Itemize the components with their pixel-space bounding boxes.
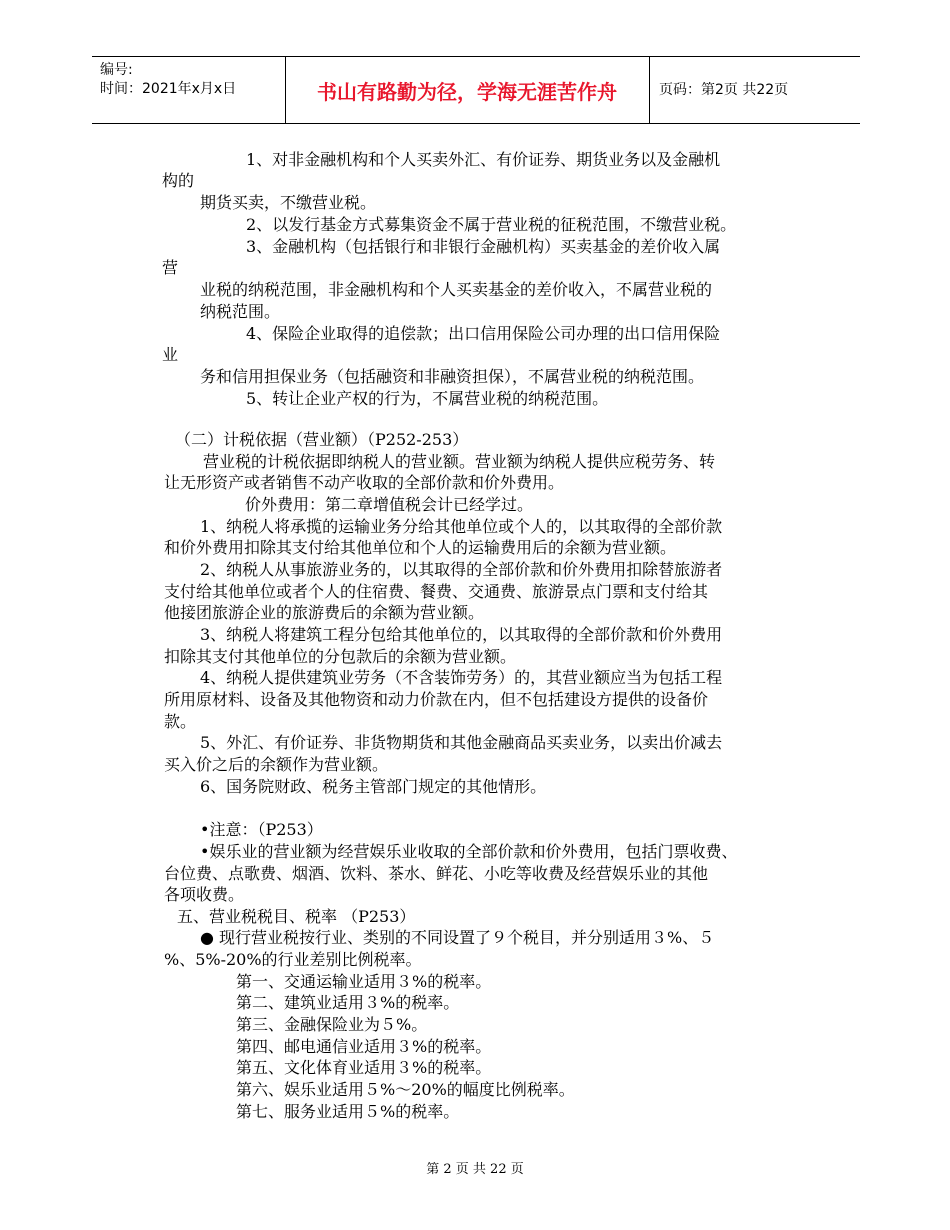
header-time-label: 时间：2021年x月x日	[100, 81, 237, 97]
body-line: 2、纳税人从事旅游业务的，以其取得的全部价款和价外费用扣除替旅游者	[200, 560, 723, 579]
body-line: 6、国务院财政、税务主管部门规定的其他情形。	[200, 777, 547, 796]
header-divider-right	[649, 57, 650, 123]
header-motto: 书山有路勤为径，学海无涯苦作舟	[317, 79, 617, 104]
body-line: 4、纳税人提供建筑业劳务（不含装饰劳务）的，其营业额应当为包括工程	[200, 668, 723, 687]
header-left	[100, 61, 236, 99]
body-line: 3、金融机构（包括银行和非银行金融机构）买卖基金的差价收入属	[246, 237, 721, 256]
body-line: 让无形资产或者销售不动产收取的全部价款和价外费用。	[164, 473, 565, 492]
body-line: 所用原材料、设备及其他物资和动力价款在内，但不包括建设方提供的设备价	[164, 690, 709, 709]
body-line: 1、对非金融机构和个人买卖外汇、有价证券、期货业务以及金融机	[246, 150, 721, 169]
note-heading: •注意：（P253）	[200, 820, 323, 839]
body-line: 2、以发行基金方式募集资金不属于营业税的征税范围，不缴营业税。	[246, 215, 737, 234]
body-line: 业	[162, 345, 179, 364]
body-line: 务和信用担保业务（包括融资和非融资担保），不属营业税的纳税范围。	[200, 367, 705, 386]
body-line: 台位费、点歌费、烟酒、饮料、茶水、鲜花、小吃等收费及经营娱乐业的其他	[164, 864, 709, 883]
section-heading: 五、营业税税目、税率 （P253）	[177, 907, 416, 926]
body-line: 4、保险企业取得的追偿款；出口信用保险公司办理的出口信用保险	[246, 324, 721, 343]
body-line: 营	[162, 258, 179, 277]
body-line: ● 现行营业税按行业、类别的不同设置了９个税目，并分别适用３%、５	[200, 928, 715, 947]
body-line: 和价外费用扣除其支付给其他单位和个人的运输费用后的余额为营业额。	[164, 538, 677, 557]
body-line: 纳税范围。	[200, 302, 281, 321]
body-line: 买入价之后的余额作为营业额。	[164, 755, 389, 774]
body-line: 3、纳税人将建筑工程分包给其他单位的，以其取得的全部价款和价外费用	[200, 625, 723, 644]
body-line: 构的	[162, 171, 195, 190]
body-line: 5、转让企业产权的行为，不属营业税的纳税范围。	[246, 389, 609, 408]
page-footer: 第 2 页 共 22 页	[426, 1162, 524, 1177]
list-item: 第三、金融保险业为５%。	[236, 1015, 428, 1034]
body-line: 期货买卖，不缴营业税。	[200, 193, 377, 212]
list-item: 第七、服务业适用５%的税率。	[236, 1102, 460, 1121]
body-line: 业税的纳税范围，非金融机构和个人买卖基金的差价收入，不属营业税的	[200, 280, 713, 299]
body-line: 1、纳税人将承揽的运输业务分给其他单位或个人的，以其取得的全部价款	[200, 517, 723, 536]
header-page-info: 页码：第2页 共22页	[659, 82, 789, 98]
body-line: 5、外汇、有价证券、非货物期货和其他金融商品买卖业务，以卖出价减去	[200, 733, 723, 752]
body-line: •娱乐业的营业额为经营娱乐业收取的全部价款和价外费用，包括门票收费、	[200, 842, 738, 861]
body-line: 扣除其支付其他单位的分包款后的余额为营业额。	[164, 647, 517, 666]
body-line: 价外费用：第二章增值税会计已经学过。	[245, 495, 534, 514]
body-line: 营业税的计税依据即纳税人的营业额。营业额为纳税人提供应税劳务、转	[203, 452, 716, 471]
list-item: 第二、建筑业适用３%的税率。	[236, 993, 460, 1012]
page-header	[92, 56, 860, 124]
body-line: 支付给其他单位或者个人的住宿费、餐费、交通费、旅游景点门票和支付给其	[164, 582, 709, 601]
list-item: 第五、文化体育业适用３%的税率。	[236, 1058, 492, 1077]
body-line: 款。	[164, 712, 197, 731]
body-line: %、5%-20%的行业差别比例税率。	[164, 950, 422, 969]
body-line: 各项收费。	[164, 885, 245, 904]
header-number-label: 编号:	[100, 62, 133, 78]
list-item: 第一、交通运输业适用３%的税率。	[236, 972, 492, 991]
body-line: 他接团旅游企业的旅游费后的余额为营业额。	[164, 603, 485, 622]
list-item: 第六、娱乐业适用５%～20%的幅度比例税率。	[236, 1080, 575, 1099]
list-item: 第四、邮电通信业适用３%的税率。	[236, 1037, 492, 1056]
section-heading: （二）计税依据（营业额）（P252-253）	[175, 430, 469, 449]
